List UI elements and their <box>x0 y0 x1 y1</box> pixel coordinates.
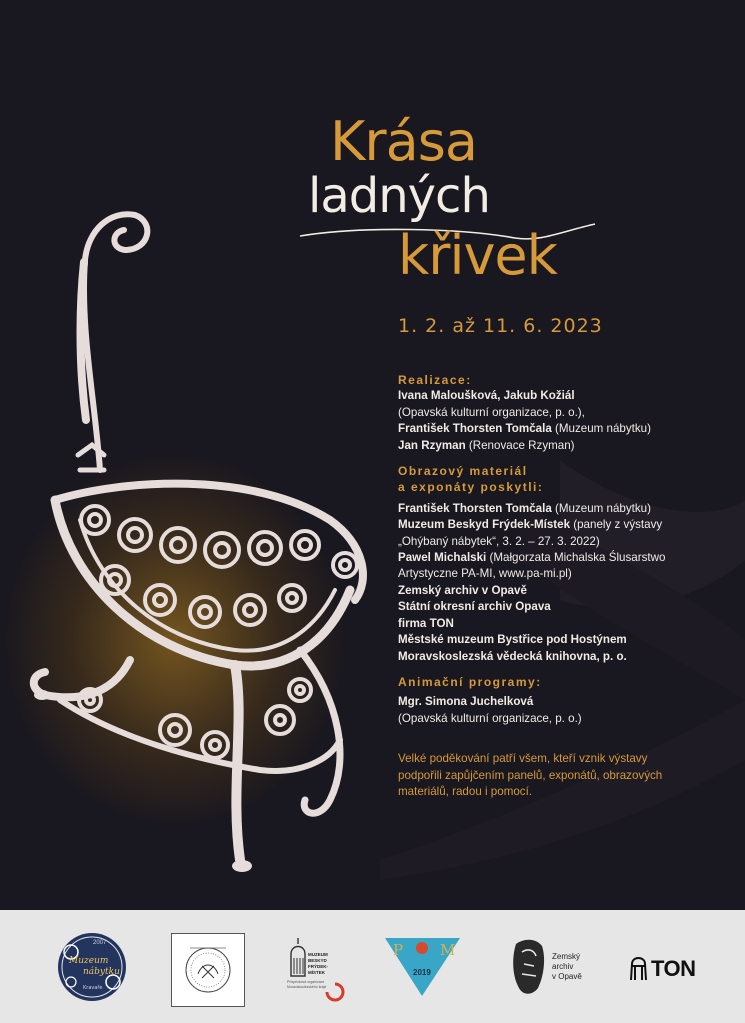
material-line-10: Moravskoslezská vědecká knihovna, p. o. <box>398 649 627 663</box>
title-line-2: ladných <box>308 168 490 224</box>
realizace-line-1: Ivana Maloušková, Jakub Kožiál <box>398 389 575 403</box>
thanks-line-1: Velké poděkování patří všem, kteří vznik výstavy <box>398 752 648 766</box>
ton-text: TON <box>651 956 696 981</box>
material-line-6: Zemský archiv v Opavě <box>398 583 527 597</box>
material-heading-2: a exponáty poskytli: <box>398 480 544 495</box>
bentwood-chair-icon <box>627 952 651 982</box>
title-line-1: Krása <box>330 110 477 173</box>
material-line-9: Městské muzeum Bystřice pod Hostýnem <box>398 633 627 647</box>
realizace-line-3-bold: František Thorsten Tomčala <box>398 422 552 436</box>
realizace-line-2: (Opavská kulturní organizace, p. o.), <box>398 405 585 419</box>
material-line-4-bold: Pawel Michalski <box>398 551 487 565</box>
partner-logos-bar <box>0 910 745 1023</box>
material-line-7: Státní okresní archiv Opava <box>398 600 551 614</box>
material-line-4: (Małgorzata Michalska Ślusarstwo <box>486 551 666 565</box>
exhibition-title <box>300 110 600 300</box>
realizace-line-3: (Muzeum nábytku) <box>551 422 651 436</box>
realizace-line-4: (Renovace Rzyman) <box>465 438 575 452</box>
ton-logo <box>627 952 702 984</box>
material-line-1-bold: František Thorsten Tomčala <box>398 501 552 515</box>
material-line-8: firma TON <box>398 616 454 630</box>
material-line-1: (Muzeum nábytku) <box>551 501 651 515</box>
beskyd-sub: Příspěvková organizace Moravskoslezského kraje <box>287 980 327 989</box>
muzeum-place: Kravaře <box>83 985 103 991</box>
thanks-line-2: podpořili zapůjčením panelů, exponátů, obrazových <box>398 768 663 782</box>
muzeum-year: 2007 <box>93 940 107 946</box>
svg-text:M: M <box>440 941 456 959</box>
credits-block <box>398 372 738 800</box>
muzeum-name-1: Muzeum <box>69 956 109 966</box>
zemsky-line-2: archiv <box>552 962 574 971</box>
zemsky-archiv-logo <box>510 936 590 998</box>
realizace-heading: Realizace: <box>398 373 472 387</box>
material-line-3: „Ohýbaný nábytek“, 3. 2. – 27. 3. 2022) <box>398 534 600 548</box>
material-line-2: (panely z výstavy <box>570 518 663 532</box>
thanks-note <box>398 751 738 800</box>
title-line-3: křivek <box>398 224 557 287</box>
muzeum-name-2: nábytku <box>83 967 120 977</box>
exhibition-dates: 1. 2. až 11. 6. 2023 <box>398 315 603 337</box>
pami-logo <box>385 938 460 998</box>
beskyd-name: MUZEUM BESKYD FRÝDEK-MÍSTEK <box>308 952 328 975</box>
pami-year: 2019 <box>413 968 431 977</box>
animace-heading: Animační programy: <box>398 674 542 689</box>
muzeum-beskyd-logo <box>283 932 353 1007</box>
archive-ornament-logo <box>171 933 245 1007</box>
animace-line-1: Mgr. Simona Juchelková <box>398 695 534 709</box>
svg-text:P: P <box>393 941 404 959</box>
zemsky-line-1: Zemský <box>552 952 580 961</box>
animace-line-2: (Opavská kulturní organizace, p. o.) <box>398 711 582 725</box>
material-line-2-bold: Muzeum Beskyd Frýdek-Místek <box>398 518 571 532</box>
realizace-line-4-bold: Jan Rzyman <box>398 438 466 452</box>
eagle-crest-icon <box>510 936 548 998</box>
thanks-line-3: materiálů, radou i pomocí. <box>398 784 533 798</box>
muzeum-nabytku-logo <box>57 932 127 1002</box>
material-line-5: Artystyczne PA-MI, www.pa-mi.pl) <box>398 567 572 581</box>
zemsky-line-3: v Opavě <box>552 972 582 981</box>
material-heading-1: Obrazový materiál <box>398 464 528 479</box>
ornament-seal-icon <box>172 934 244 1006</box>
